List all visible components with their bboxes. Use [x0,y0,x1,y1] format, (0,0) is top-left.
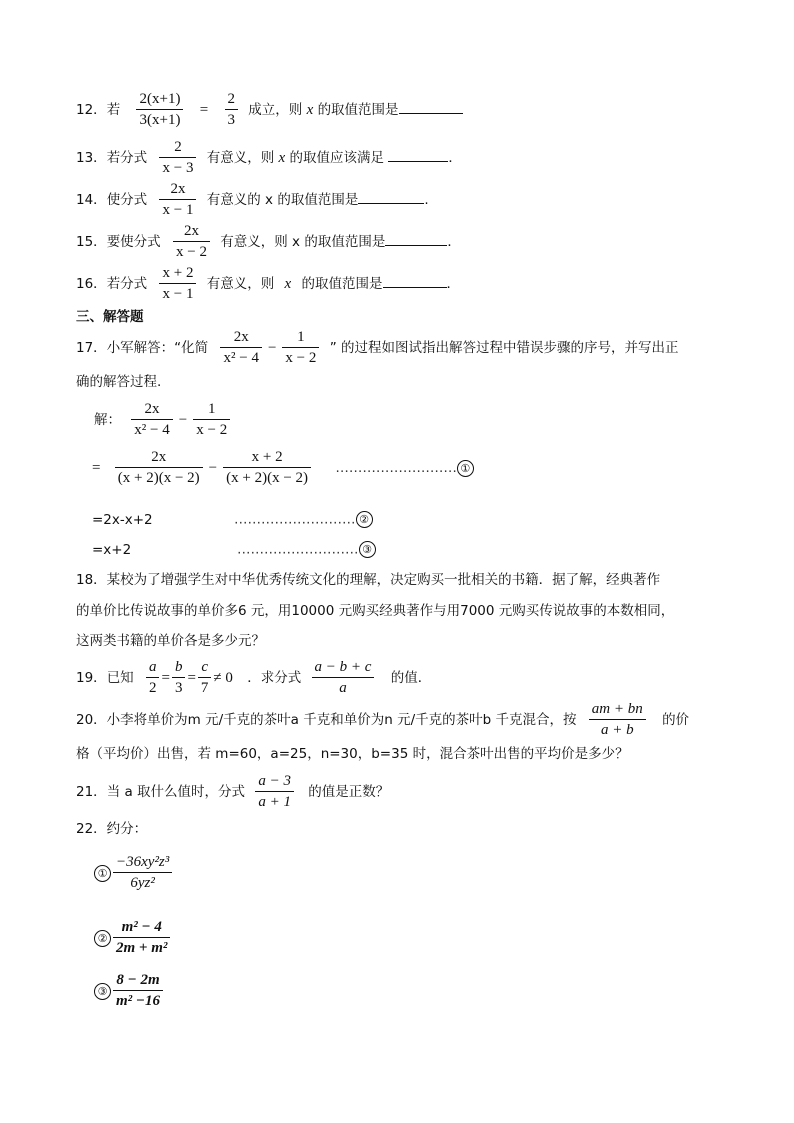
text: 小军解答：“化简 [106,340,209,356]
question-number: 21． [76,784,107,800]
text: ． [447,234,461,250]
numerator: 2x [173,224,210,242]
fraction [159,182,196,218]
numerator: 8 − 2m [113,973,163,991]
numerator: 2(x+1) [136,92,183,110]
fraction [282,330,319,366]
question-18-line-1: 18．某校为了增强学生对中华优秀传统文化的理解，决定购买一批相关的书籍．据了解，经典著作 [76,572,661,588]
text: 已知 [106,670,134,686]
step-number: ② [356,511,373,528]
fraction [113,855,172,891]
numerator: 1 [193,402,230,420]
denominator: 6yz² [130,875,155,891]
fraction [173,224,210,260]
denominator: a [339,680,347,696]
denominator: (x + 2)(x − 2) [117,470,200,486]
question-20 [76,702,689,738]
numerator: a [146,660,160,678]
text: 使分式 [106,192,148,208]
question-17 [76,330,678,366]
fraction [225,92,239,128]
denominator: x − 2 [175,244,207,260]
answer-blank [399,101,463,114]
numerator: 2x [131,402,172,420]
numerator: am + bn [589,702,646,720]
text: ．求分式 [247,670,302,686]
answer-blank [388,149,448,162]
text: 有意义，则 [206,276,275,292]
question-number: 17． [76,340,107,356]
text: 的取值应该满足 [289,150,385,166]
answer-blank [385,233,447,246]
q22-item-2 [94,920,176,956]
variable: x [278,150,286,166]
section-heading: 三、解答题 [76,309,144,325]
expression: =2x-x+2 [92,511,153,528]
numerator: c [198,660,212,678]
question-number: 16． [76,276,107,292]
q22-item-1 [94,855,178,891]
question-22-label: 22．约分： [76,821,148,837]
text: 有意义，则 [206,150,275,166]
denominator: 7 [200,680,209,696]
item-number: ③ [94,983,111,1000]
numerator: a − b + c [312,660,375,678]
numerator: a − 3 [255,774,294,792]
numerator: 2x [220,330,261,348]
item-number: ① [94,865,111,882]
variable: x [284,276,292,292]
text: 的取值范围是 [301,276,383,292]
denominator: x − 1 [162,286,194,302]
denominator: 3 [174,680,183,696]
denominator: 2 [148,680,157,696]
fraction [113,920,170,956]
text: 要使分式 [106,234,161,250]
text: 的值． [390,670,432,686]
denominator: x² − 4 [134,422,170,438]
text: 20．小李将单价为m 元/千克的茶叶a 千克和单价为n 元/千克的茶叶b 千克混合，按 [76,712,577,728]
question-20-line-2: 格（平均价）出售，若 m=60，a=25，n=30，b=35 时，混合茶叶出售的平均价是多少？ [76,746,629,762]
leader-dots: ……………………… [237,541,359,558]
text: 的取值范围是 [317,102,399,118]
variable: x [306,102,314,118]
text: 若分式 [106,150,148,166]
not-equal-zero: ≠ 0 [213,670,233,686]
denominator: x² − 4 [223,350,259,366]
equals-sign: = [199,102,209,118]
minus-sign: − [208,460,218,476]
solution-step-1 [92,450,474,486]
question-number: 15． [76,234,107,250]
numerator: 2 [225,92,239,110]
numerator: b [172,660,186,678]
text: 若 [106,102,121,118]
fraction [255,774,294,810]
fraction [115,450,203,486]
text: ． [446,276,461,292]
leader-dots: ……………………… [335,460,457,476]
question-15 [76,224,461,260]
solution-line-0 [94,402,236,438]
numerator: x + 2 [159,266,196,284]
leader-dots: ……………………… [234,511,356,528]
fraction [172,660,186,696]
text: . [424,192,429,208]
fraction [198,660,212,696]
item-number: ② [94,930,111,947]
text: 有意义的 x 的取值范围是 [206,192,359,208]
fraction [220,330,261,366]
denominator: (x + 2)(x − 2) [226,470,309,486]
denominator: a + b [600,722,634,738]
answer-blank [383,275,447,288]
question-number: 14． [76,192,107,208]
question-18-line-2: 的单价比传说故事的单价多6 元，用10000 元购买经典著作与用7000 元购买传说故事的本数相同， [76,603,675,619]
denominator: x − 3 [162,160,194,176]
text: 的值是正数？ [308,784,390,800]
fraction [131,402,172,438]
solution-step-3 [92,541,376,558]
minus-sign: − [267,340,277,356]
text: 的价 [662,712,690,728]
denominator: m² −16 [116,993,161,1009]
denominator: 2m + m² [116,940,168,956]
fraction [312,660,375,696]
numerator: 1 [282,330,319,348]
solution-label: 解： [94,412,121,428]
text: 成立，则 [248,102,303,118]
denominator: a + 1 [258,794,291,810]
fraction [136,92,183,128]
question-number: 12． [76,102,107,118]
text: ” 的过程如图试指出解答过程中错误步骤的序号，并写出正 [329,340,679,356]
fraction [193,402,230,438]
answer-blank [358,191,424,204]
text: 若分式 [106,276,148,292]
denominator: x − 2 [285,350,317,366]
fraction [159,140,196,176]
q22-item-3 [94,973,169,1009]
numerator: m² − 4 [113,920,170,938]
question-12 [76,92,463,128]
step-number: ① [457,460,474,477]
numerator: 2x [115,450,203,468]
text: 有意义，则 x 的取值范围是 [220,234,386,250]
fraction [589,702,646,738]
text: ． [448,150,462,166]
question-13 [76,140,462,176]
denominator: 3(x+1) [139,112,181,128]
question-number: 19． [76,670,107,686]
equals-sign: = [92,460,101,476]
question-17-line-2: 确的解答过程. [76,374,162,390]
text: 当 a 取什么值时，分式 [106,784,246,800]
question-19: 19．已知 $\frac{a}{2}$ = $\frac{b}{3}$ = $\frac{c}{7}$ ≠ 0 ．求分式 $\frac{a - b + c}{a}$ 的值． [76,659,432,696]
denominator: x − 1 [162,202,194,218]
question-21 [76,774,389,810]
numerator: x + 2 [223,450,311,468]
fraction [146,660,160,696]
question-16 [76,266,460,302]
fraction [223,450,311,486]
fraction [159,266,196,302]
solution-step-2 [92,511,373,528]
numerator: 2x [159,182,196,200]
question-number: 13． [76,150,107,166]
denominator: x − 2 [196,422,228,438]
fraction [113,973,163,1009]
step-number: ③ [359,541,376,558]
numerator: −36xy²z³ [113,855,172,873]
question-14 [76,182,429,218]
numerator: 2 [159,140,196,158]
minus-sign: − [178,412,188,428]
denominator: 3 [227,112,235,128]
question-18-line-3: 这两类书籍的单价各是多少元？ [76,633,265,649]
expression: =x+2 [92,541,132,558]
